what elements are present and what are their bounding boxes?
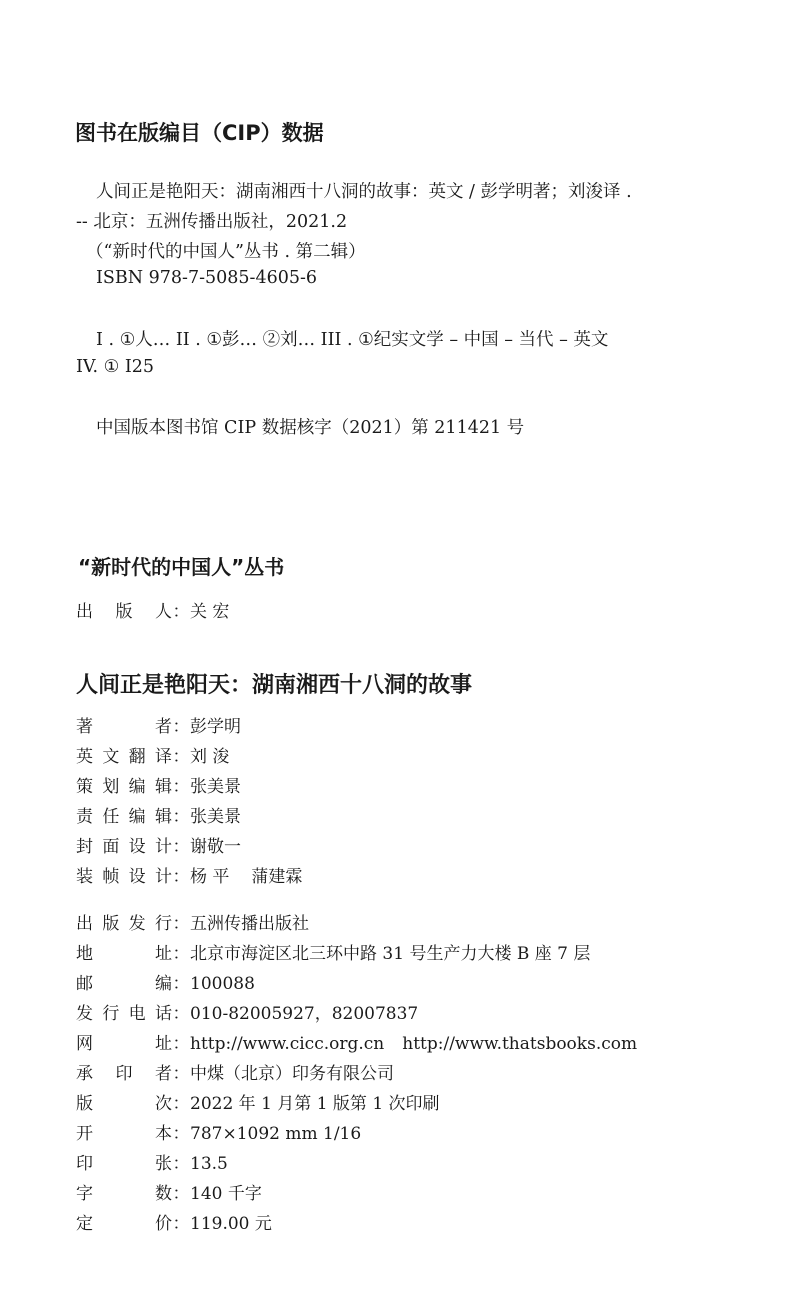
cip-classification-line-2: IV. ① I25 (76, 357, 155, 377)
colon: ： (172, 944, 190, 964)
cip-isbn-line: ISBN 978-7-5085-4605-6 (96, 268, 318, 288)
pub-row-format (76, 1119, 361, 1144)
pub-value: 2022 年 1 月第 1 版第 1 次印刷 (190, 1094, 440, 1114)
pub-value: 13.5 (190, 1154, 228, 1174)
book-title: 人间正是艳阳天：湖南湘西十八洞的故事 (76, 673, 473, 698)
pub-value: 100088 (190, 974, 255, 994)
pub-value: 140 千字 (190, 1184, 262, 1204)
colon: ： (172, 777, 190, 797)
cip-classification-line: I . ①人… II . ①彭… ②刘… III . ①纪实文学 – 中国 – 当代 – 英文 (96, 330, 609, 350)
colon: ： (172, 1034, 190, 1054)
pub-value: 010-82005927，82007837 (190, 1004, 419, 1024)
colon: ： (172, 867, 190, 887)
pub-label: 出版发行 (76, 914, 172, 934)
credit-row-binding-design (76, 862, 302, 887)
pub-label: 开本 (76, 1124, 172, 1144)
credit-value: 谢敬一 (190, 837, 241, 857)
pub-value: 北京市海淀区北三环中路 31 号生产力大楼 B 座 7 层 (190, 944, 591, 964)
pub-row-price (76, 1209, 272, 1234)
colon: ： (172, 717, 190, 737)
credit-label: 责任编辑 (76, 807, 172, 827)
credit-row-planning-editor (76, 772, 241, 797)
pub-label: 邮编 (76, 974, 172, 994)
colon: ： (172, 1154, 190, 1174)
cip-publisher-line: -- 北京：五洲传播出版社，2021.2 (76, 212, 348, 232)
pub-row-edition (76, 1089, 440, 1114)
credit-value: 杨 平 (190, 867, 230, 887)
pub-label: 定价 (76, 1214, 172, 1234)
credit-value: 张美景 (190, 807, 241, 827)
series-title: “新时代的中国人”丛书 (78, 555, 285, 579)
pub-label: 承印者 (76, 1064, 172, 1084)
website-link-2: http://www.thatsbooks.com (402, 1034, 638, 1054)
pub-row-word-count (76, 1179, 262, 1204)
colon: ： (172, 807, 190, 827)
colon: ： (172, 1184, 190, 1204)
cip-title-line: 人间正是艳阳天：湖南湘西十八洞的故事：英文 / 彭学明著；刘浚译 . (96, 182, 632, 202)
cip-series-line: （“新时代的中国人”丛书 . 第二辑） (86, 242, 366, 262)
pub-label: 印张 (76, 1154, 172, 1174)
credit-value: 刘 浚 (190, 747, 230, 767)
pub-row-distributor (76, 909, 309, 934)
colon: ： (172, 1214, 190, 1234)
pub-row-website (76, 1029, 637, 1054)
pub-row-phone (76, 999, 418, 1024)
pub-value: 119.00 元 (190, 1214, 272, 1234)
pub-label: 网址 (76, 1034, 172, 1054)
cip-heading: 图书在版编目（CIP）数据 (75, 121, 324, 145)
pub-label: 字数 (76, 1184, 172, 1204)
credit-row-cover-design (76, 832, 241, 857)
colon: ： (172, 602, 190, 622)
colon: ： (172, 914, 190, 934)
pub-row-postcode (76, 969, 255, 994)
credit-label: 装帧设计 (76, 867, 172, 887)
credit-label: 英文翻译 (76, 747, 172, 767)
pub-label: 地址 (76, 944, 172, 964)
credit-label: 著者 (76, 717, 172, 737)
colon: ： (172, 837, 190, 857)
cip-record-number: 中国版本图书馆 CIP 数据核字（2021）第 211421 号 (96, 418, 525, 438)
pub-value: 中煤（北京）印务有限公司 (190, 1064, 394, 1084)
colon: ： (172, 1004, 190, 1024)
pub-row-address (76, 939, 590, 964)
pub-row-printer (76, 1059, 394, 1084)
credit-row-translator (76, 742, 229, 767)
credit-value: 彭学明 (190, 717, 241, 737)
pub-value: 787×1092 mm 1/16 (190, 1124, 362, 1144)
website-link: http://www.cicc.org.cn (190, 1034, 385, 1054)
series-publisher-value: 关 宏 (190, 602, 230, 622)
colon: ： (172, 1094, 190, 1114)
pub-row-sheets (76, 1149, 228, 1174)
credit-label: 封面设计 (76, 837, 172, 857)
colon: ： (172, 747, 190, 767)
pub-label: 发行电话 (76, 1004, 172, 1024)
series-publisher-row (76, 597, 229, 622)
pub-label: 版次 (76, 1094, 172, 1114)
credit-value: 张美景 (190, 777, 241, 797)
colon: ： (172, 1064, 190, 1084)
series-publisher-label: 出 版 人 (76, 602, 172, 622)
colon: ： (172, 974, 190, 994)
pub-value: 五洲传播出版社 (190, 914, 309, 934)
credit-row-responsible-editor (76, 802, 241, 827)
credit-value-2: 蒲建霖 (251, 867, 303, 887)
credit-label: 策划编辑 (76, 777, 172, 797)
credit-row-author (76, 712, 241, 737)
colon: ： (172, 1124, 190, 1144)
